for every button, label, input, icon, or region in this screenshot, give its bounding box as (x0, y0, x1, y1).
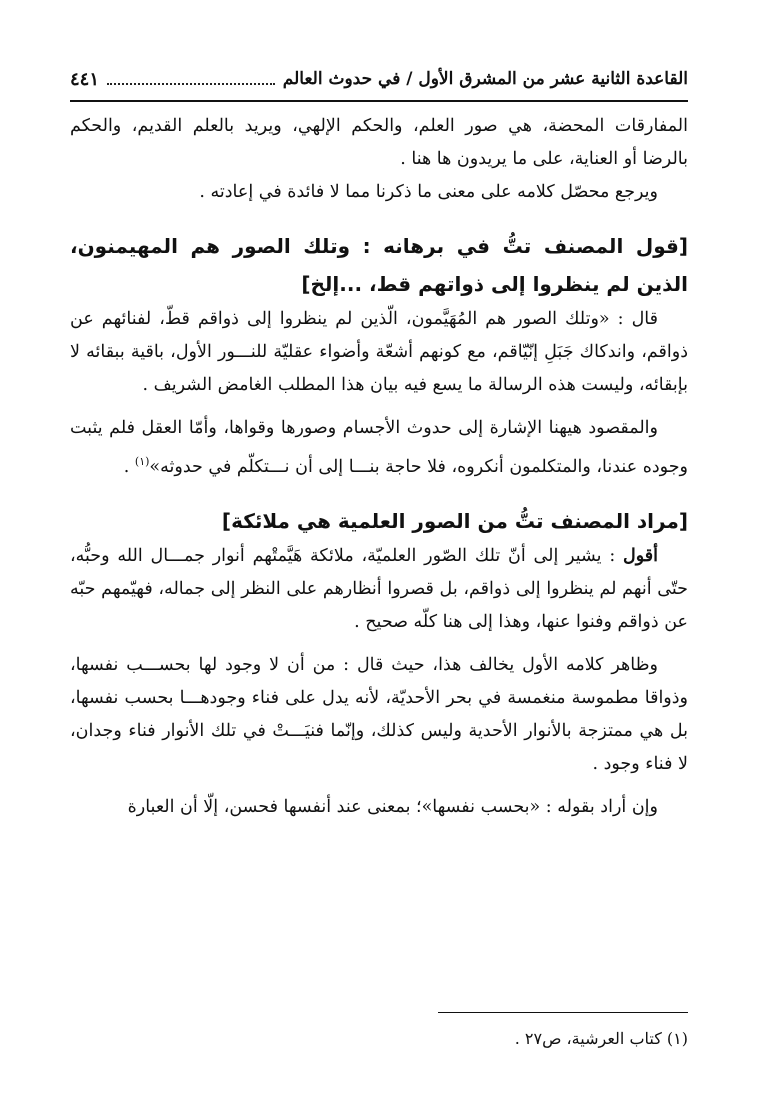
paragraph-3: قال : «وتلك الصور هم المُهَيَّمون، الّذين لم ينظروا إلى ذواقم قطّ، لفنائهم عن ذواقم، واندكاك جَبَلِ إنّيّاقم، مع كونهم أشعّة وأضواء عقليّة للنـــور الأول، باقية ببقائه لا بإبقائه، وليست هذه الرسالة ما يسع فيه بيان هذا المطلب الغامض الشريف . (70, 309, 688, 395)
paragraph-4-text: والمقصود هيهنا الإشارة إلى حدوث الأجسام وصورها وقواها، وأمّا العقل فلم يثبت وجوده عندنا، والمتكلمون أنكروه، فلا حاجة بنـــا إلى أن نـــتكلّم في حدوثه» (70, 418, 688, 477)
header-leader-dots (107, 82, 275, 85)
paragraph-2: ويرجع محصّل كلامه على معنى ما ذكرنا مما لا فائدة في إعادته . (199, 182, 658, 202)
paragraph-6: وظاهر كلامه الأول يخالف هذا، حيث قال : من أن لا وجود لها بحســـب نفسها، وذواقا مطموسة منغمسة في بحر الأحديّة، لأنه يدل على فناء وجودهـــا بحسب نفسها، بل هي ممتزجة بالأنوار الأحدية وليس كذلك، وإنّما فنيَـــتْ في تلك الأنوار فناء وجدان، لا فناء وجود . (70, 654, 688, 774)
paragraph-1: المفارقات المحضة، هي صور العلم، والحكم الإلهي، ويريد بالعلم القديم، والحكم بالرضا أو العناية، على ما يريدون ها هنا . (70, 116, 688, 169)
page-number: ٤٤١ (70, 68, 100, 90)
header-rule (70, 100, 688, 102)
paragraph-4-end: . (123, 456, 135, 477)
paragraph-4 (70, 412, 688, 484)
header-title: القاعدة الثانية عشر من المشرق الأول / في حدوث العالم (282, 69, 688, 89)
footnote: (١) كتاب العرشية، ص٢٧ . (514, 1029, 688, 1048)
running-header (70, 64, 688, 94)
footnote-rule (438, 1012, 688, 1013)
section-heading-1: [قول المصنف تتُّ في برهانه : وتلك الصور هم المهيمنون، الذين لم ينظروا إلى ذواتهم قط، ...إلخ] (70, 234, 688, 296)
paragraph-5 (70, 540, 688, 639)
paragraph-5-text: : يشير إلى أنّ تلك الصّور العلميّة، ملائكة هَيَّمتْهم أنوار جمـــال الله وحبُّه، حتّى أنهم لم ينظروا إلى ذواقم، بل قصروا أنظارهم على النظر إلى جماله، فهيّمهم حبّه عن ذواقم وفنوا عنها، وهذا إلى هنا كلّه صحيح . (70, 545, 688, 632)
footnote-reference: (١) (134, 455, 150, 468)
section-heading-2: [مراد المصنف تتُّ من الصور العلمية هي ملائكة] (221, 508, 688, 533)
page-body (70, 110, 688, 824)
paragraph-5-lead: أقول (623, 545, 658, 566)
paragraph-7: وإن أراد بقوله : «بحسب نفسها»؛ بمعنى عند أنفسها فحسن، إلّا أن العبارة (127, 796, 658, 817)
